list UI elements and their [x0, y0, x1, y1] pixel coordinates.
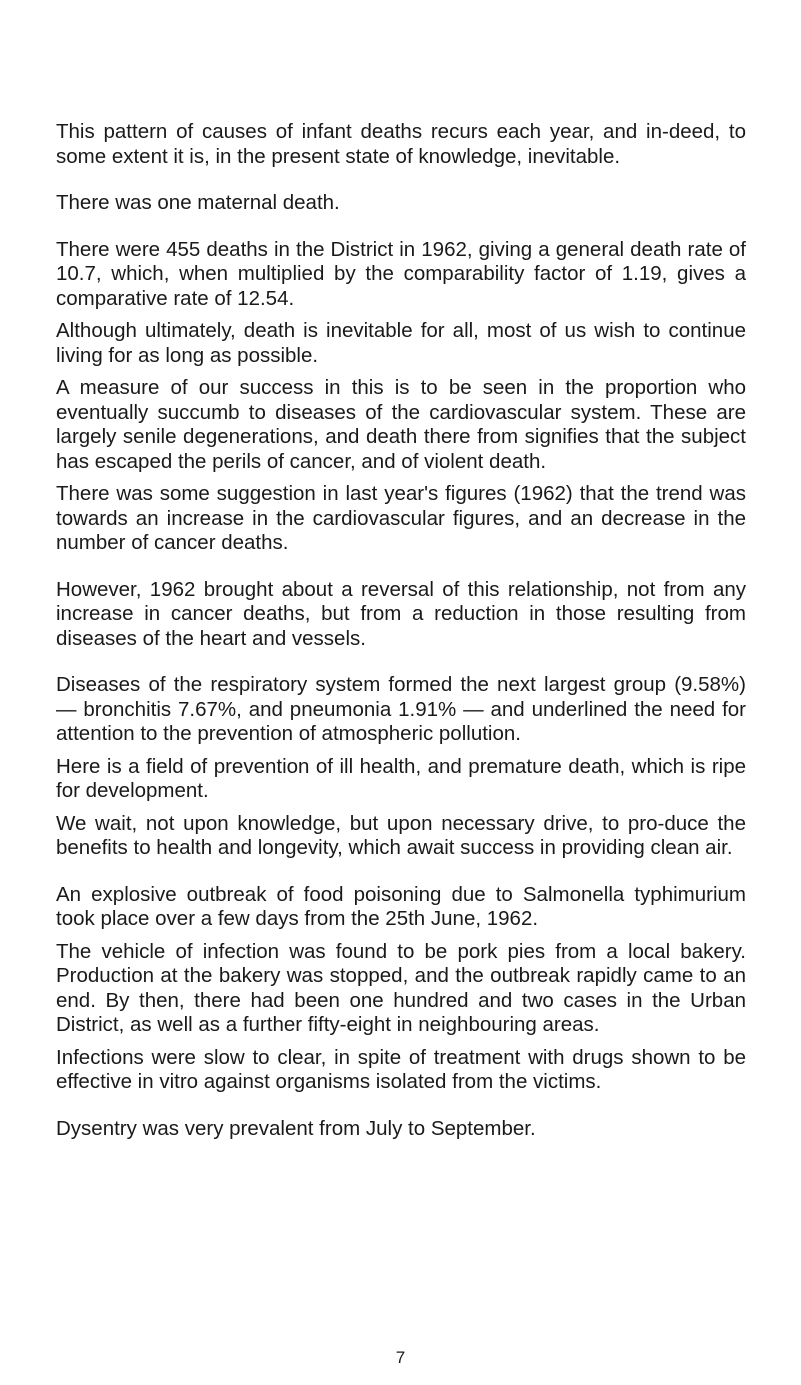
paragraph-living-long: Although ultimately, death is inevitable for all, most of us wish to continue living for as long as possible.	[56, 319, 746, 367]
paragraph-infant-deaths: This pattern of causes of infant deaths recurs each year, and in-deed, to some extent it is, in the present state of knowledge, inevitable.	[56, 120, 746, 168]
paragraph-maternal-death: There was one maternal death.	[56, 191, 340, 214]
paragraph-prevention: Here is a field of prevention of ill health, and premature death, which is ripe for development.	[56, 754, 746, 802]
paragraph-dysentry: Dysentry was very prevalent from July to September.	[56, 1116, 536, 1140]
paragraph-respiratory: Diseases of the respiratory system formed the next largest group (9.58%) — bronchitis 7.67%, and pneumonia 1.91% — and underlined the need for attention to the prevention of atmospheric pollution.	[56, 673, 746, 745]
document-body	[56, 120, 746, 1141]
paragraph-clean-air: We wait, not upon knowledge, but upon necessary drive, to pro-duce the benefits to health and longevity, which await success in providing clean air.	[56, 811, 746, 859]
paragraph-infections: Infections were slow to clear, in spite of treatment with drugs shown to be effective in vitro against organisms isolated from the victims.	[56, 1045, 746, 1093]
paragraph-reversal: However, 1962 brought about a reversal of this relationship, not from any increase in cancer deaths, but from a reduction in those resulting from diseases of the heart and vessels.	[56, 577, 746, 650]
paragraph-cardiovascular: A measure of our success in this is to be seen in the proportion who eventually succumb to diseases of the cardiovascular system. These are largely senile degenerations, and death there from signifies that the subject has escaped the perils of cancer, and of violent death.	[56, 376, 746, 473]
page-number: 7	[395, 1348, 406, 1367]
paragraph-trend: There was some suggestion in last year's figures (1962) that the trend was towards an increase in the cardiovascular figures, and an decrease in the number of cancer deaths.	[56, 482, 746, 554]
paragraph-food-poisoning: An explosive outbreak of food poisoning due to Salmonella typhimurium took place over a few days from the 25th June, 1962.	[56, 882, 746, 930]
paragraph-death-rate: There were 455 deaths in the District in 1962, giving a general death rate of 10.7, which, when multiplied by the comparability factor of 1.19, gives a comparative rate of 12.54.	[56, 237, 746, 310]
paragraph-outbreak: The vehicle of infection was found to be pork pies from a local bakery. Production at the bakery was stopped, and the outbreak rapidly came to an end. By then, there had been one hundred and two cases in the Urban District, as well as a further fifty-eight in neighbouring areas.	[56, 939, 746, 1036]
